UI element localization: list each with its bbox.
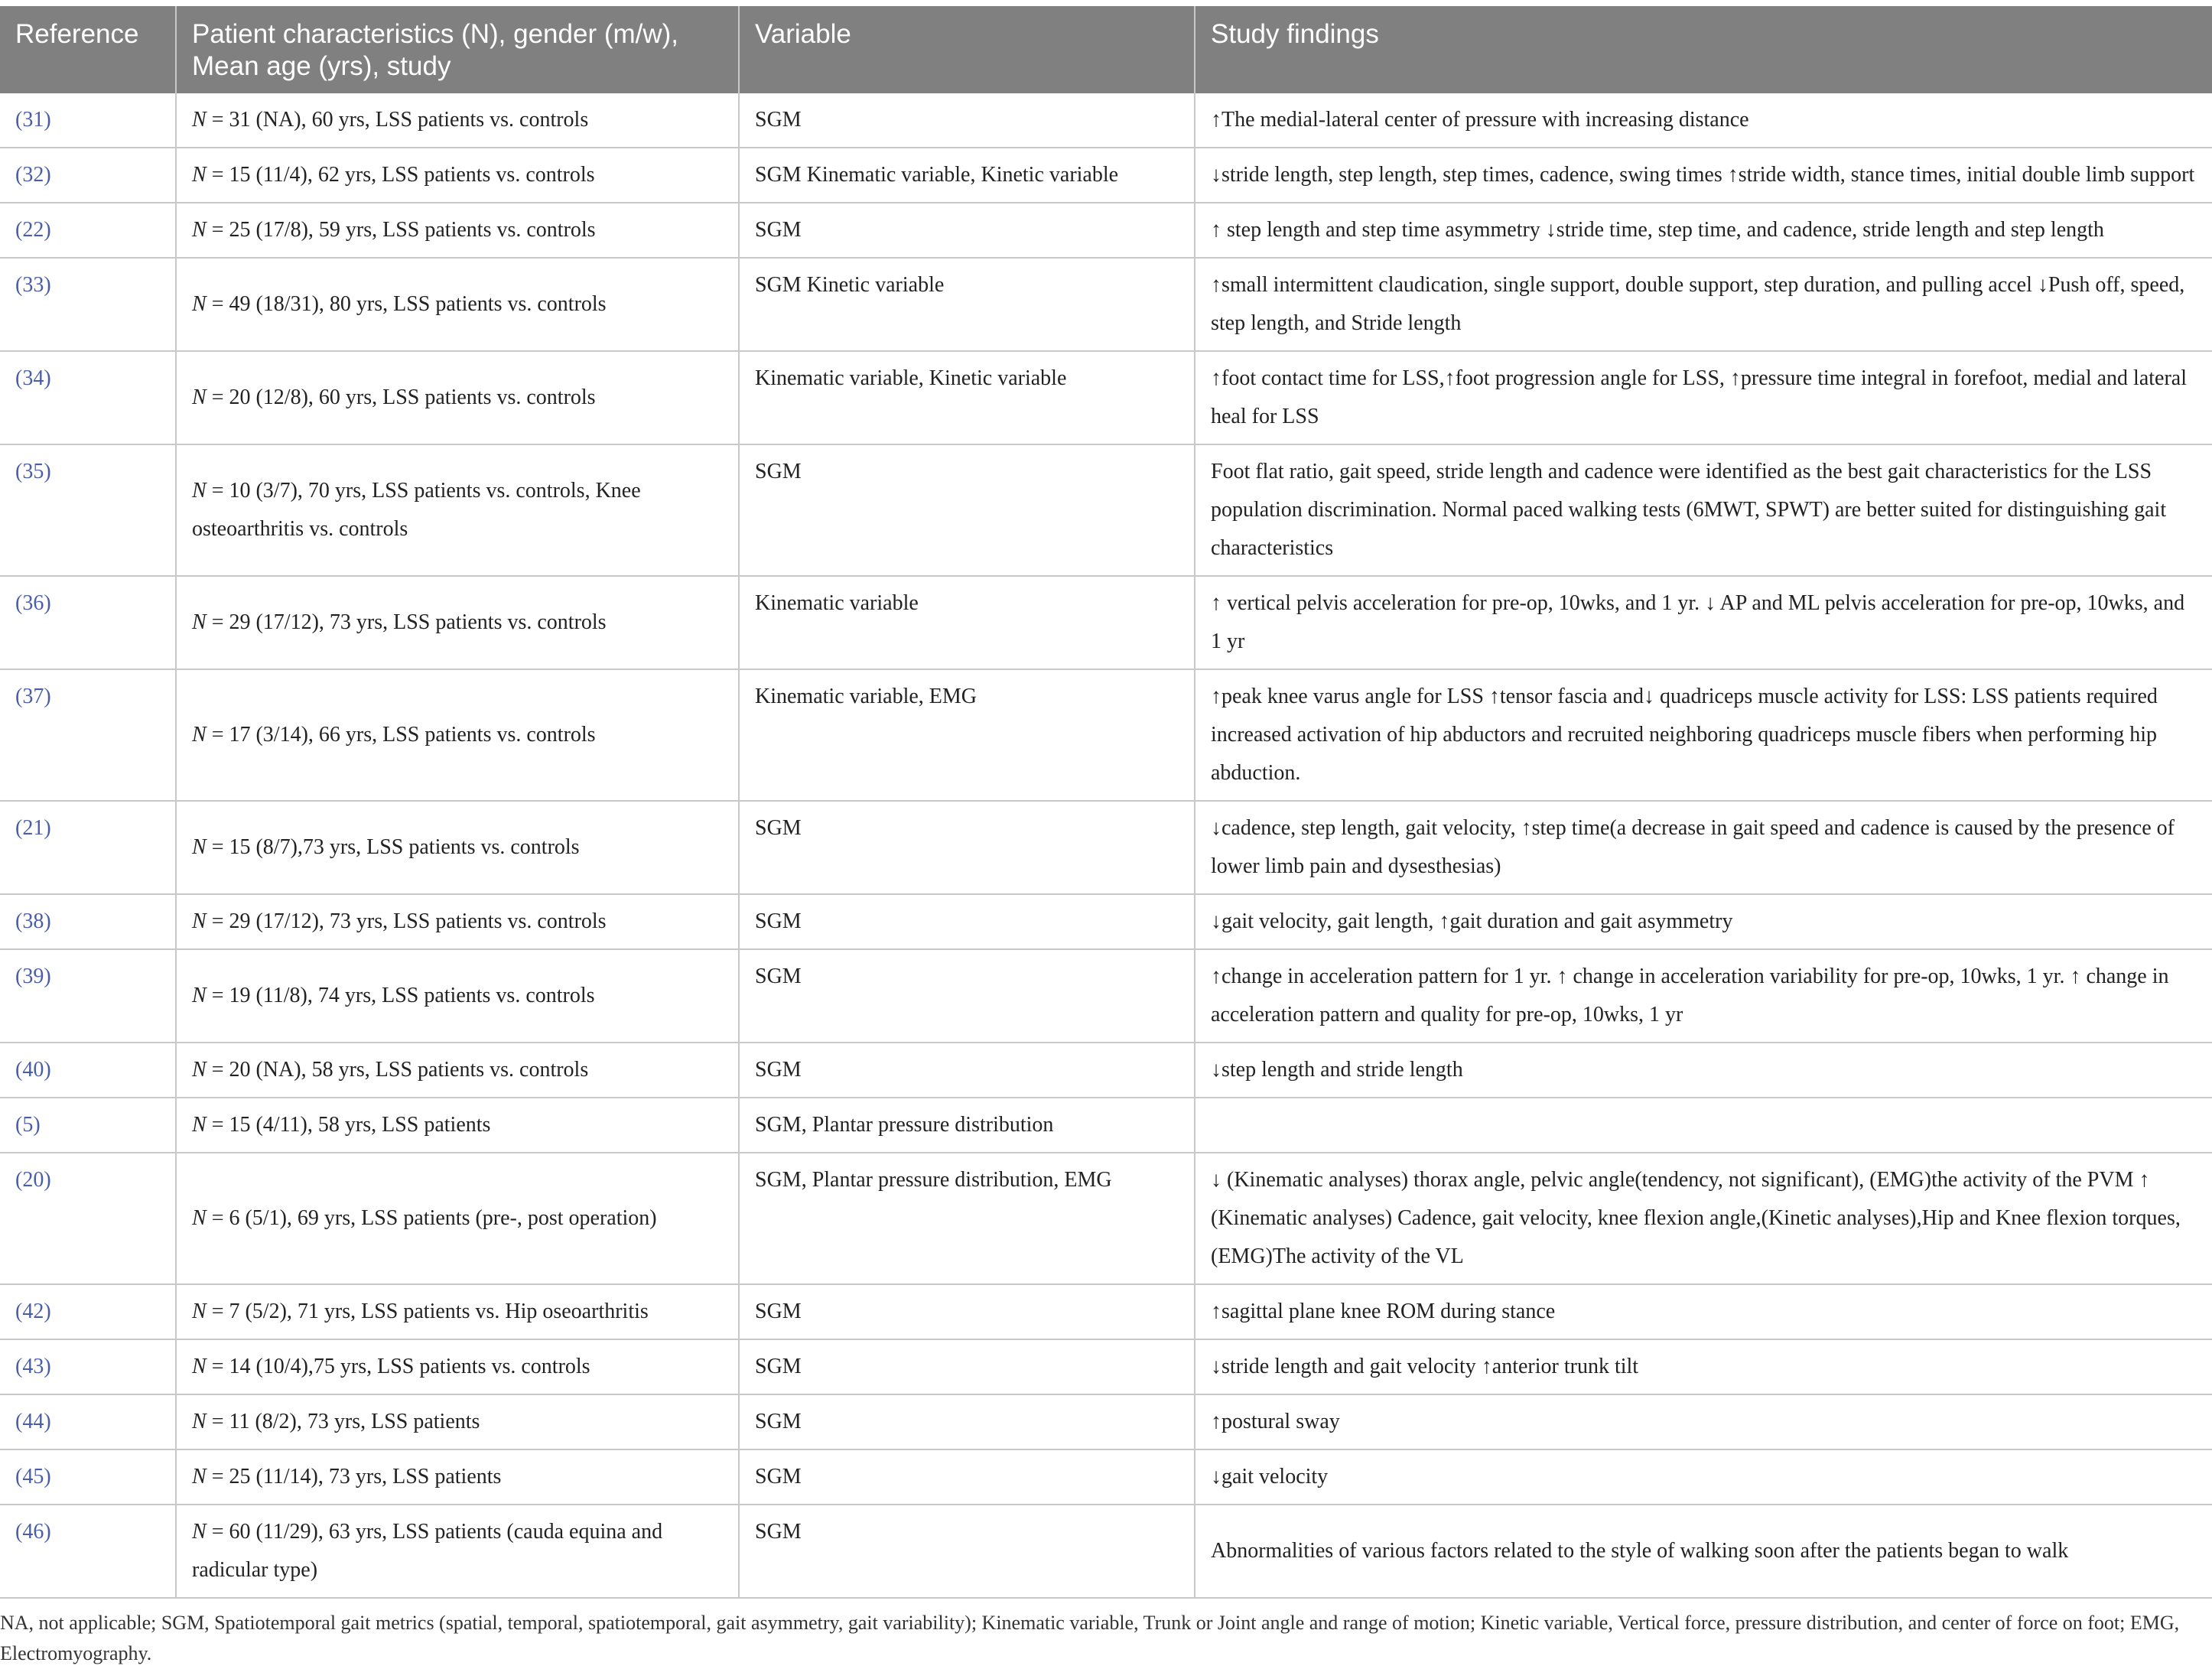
reference-cell (0, 1153, 176, 1284)
reference-cell (0, 1394, 176, 1449)
reference-cell (0, 1505, 176, 1598)
reference-close-paren: ) (44, 218, 51, 242)
n-symbol: N (192, 723, 207, 747)
reference-link[interactable]: 21 (22, 816, 44, 840)
variable-cell: SGM (739, 1505, 1195, 1598)
n-symbol: N (192, 909, 207, 933)
patient-characteristics-text: = 49 (18/31), 80 yrs, LSS patients vs. controls (206, 292, 607, 316)
reference-close-paren: ) (44, 163, 51, 187)
reference-open-paren: ( (15, 1355, 23, 1378)
patient-characteristics-cell (176, 1043, 739, 1098)
reference-close-paren: ) (44, 460, 51, 483)
reference-open-paren: ( (15, 1520, 23, 1544)
table-row (0, 203, 2212, 258)
reference-link[interactable]: 37 (22, 685, 44, 708)
study-findings-cell (1195, 1098, 2212, 1153)
reference-link[interactable]: 38 (22, 909, 44, 933)
n-symbol: N (192, 108, 207, 132)
study-findings-cell: ↓stride length and gait velocity ↑anterior trunk tilt (1195, 1339, 2212, 1394)
n-symbol: N (192, 479, 207, 503)
patient-characteristics-text: = 19 (11/8), 74 yrs, LSS patients vs. controls (206, 984, 595, 1007)
table-row (0, 1505, 2212, 1598)
table-body (0, 93, 2212, 1598)
table-row (0, 949, 2212, 1043)
reference-link[interactable]: 39 (22, 965, 44, 988)
n-symbol: N (192, 1520, 207, 1544)
study-findings-cell: Abnormalities of various factors related to the style of walking soon after the patients began to walk (1195, 1505, 2212, 1598)
study-findings-cell: ↑foot contact time for LSS,↑foot progression angle for LSS, ↑pressure time integral in forefoot, medial and lateral heal for LSS (1195, 351, 2212, 444)
variable-cell: SGM Kinematic variable, Kinetic variable (739, 148, 1195, 203)
table-row (0, 258, 2212, 351)
reference-close-paren: ) (44, 685, 51, 708)
patient-characteristics-text: = 20 (12/8), 60 yrs, LSS patients vs. controls (206, 386, 596, 409)
table-row (0, 669, 2212, 801)
reference-close-paren: ) (44, 965, 51, 988)
table-row (0, 1339, 2212, 1394)
study-findings-cell: ↑small intermittent claudication, single support, double support, step duration, and pulling accel ↓Push off, speed, step length, and Stride length (1195, 258, 2212, 351)
table-row (0, 93, 2212, 148)
study-findings-cell: ↓gait velocity (1195, 1449, 2212, 1505)
patient-characteristics-cell (176, 1394, 739, 1449)
patient-characteristics-text: = 31 (NA), 60 yrs, LSS patients vs. controls (206, 108, 589, 132)
study-findings-cell: ↑sagittal plane knee ROM during stance (1195, 1284, 2212, 1339)
n-symbol: N (192, 1058, 207, 1082)
reference-cell (0, 148, 176, 203)
study-findings-cell: ↓gait velocity, gait length, ↑gait duration and gait asymmetry (1195, 894, 2212, 949)
variable-cell: Kinematic variable, EMG (739, 669, 1195, 801)
study-findings-cell: ↓cadence, step length, gait velocity, ↑step time(a decrease in gait speed and cadence is caused by the presence of lower limb pain and dysesthesias) (1195, 801, 2212, 894)
patient-characteristics-text: = 15 (4/11), 58 yrs, LSS patients (206, 1113, 491, 1137)
variable-cell: SGM (739, 1339, 1195, 1394)
patient-characteristics-cell (176, 1505, 739, 1598)
patient-characteristics-cell (176, 949, 739, 1043)
reference-cell (0, 444, 176, 576)
patient-characteristics-cell (176, 576, 739, 669)
header-study-findings: Study findings (1195, 6, 2212, 93)
reference-link[interactable]: 36 (22, 591, 44, 615)
reference-cell (0, 1098, 176, 1153)
patient-characteristics-cell (176, 93, 739, 148)
patient-characteristics-text: = 25 (17/8), 59 yrs, LSS patients vs. controls (206, 218, 596, 242)
patient-characteristics-text: = 14 (10/4),75 yrs, LSS patients vs. controls (206, 1355, 590, 1378)
n-symbol: N (192, 1206, 207, 1230)
reference-open-paren: ( (15, 163, 23, 187)
reference-close-paren: ) (44, 909, 51, 933)
reference-close-paren: ) (44, 1465, 51, 1488)
patient-characteristics-text: = 25 (11/14), 73 yrs, LSS patients (206, 1465, 502, 1488)
patient-characteristics-cell (176, 894, 739, 949)
reference-open-paren: ( (15, 1168, 23, 1192)
variable-cell: SGM (739, 203, 1195, 258)
patient-characteristics-text: = 60 (11/29), 63 yrs, LSS patients (cauda equina and radicular type) (192, 1520, 663, 1582)
table-row (0, 1043, 2212, 1098)
reference-link[interactable]: 45 (22, 1465, 44, 1488)
table-row (0, 148, 2212, 203)
reference-close-paren: ) (44, 108, 51, 132)
n-symbol: N (192, 1355, 207, 1378)
patient-characteristics-cell (176, 258, 739, 351)
reference-open-paren: ( (15, 1410, 23, 1433)
patient-characteristics-text: = 17 (3/14), 66 yrs, LSS patients vs. controls (206, 723, 596, 747)
reference-link[interactable]: 34 (22, 366, 44, 390)
header-reference: Reference (0, 6, 176, 93)
table-row (0, 1284, 2212, 1339)
patient-characteristics-text: = 7 (5/2), 71 yrs, LSS patients vs. Hip oseoarthritis (206, 1300, 649, 1323)
reference-open-paren: ( (15, 1058, 23, 1082)
reference-link[interactable]: 35 (22, 460, 44, 483)
reference-cell (0, 93, 176, 148)
variable-cell: SGM (739, 1284, 1195, 1339)
gait-studies-table (0, 6, 2212, 1599)
patient-characteristics-text: = 29 (17/12), 73 yrs, LSS patients vs. controls (206, 610, 607, 634)
n-symbol: N (192, 1410, 207, 1433)
reference-open-paren: ( (15, 460, 23, 483)
reference-open-paren: ( (15, 1113, 23, 1137)
table-row (0, 576, 2212, 669)
patient-characteristics-cell (176, 203, 739, 258)
patient-characteristics-cell (176, 1339, 739, 1394)
variable-cell: SGM (739, 1043, 1195, 1098)
variable-cell: SGM, Plantar pressure distribution, EMG (739, 1153, 1195, 1284)
reference-open-paren: ( (15, 1465, 23, 1488)
reference-link[interactable]: 46 (22, 1520, 44, 1544)
patient-characteristics-cell (176, 148, 739, 203)
reference-link[interactable]: 42 (22, 1300, 44, 1323)
patient-characteristics-text: = 11 (8/2), 73 yrs, LSS patients (206, 1410, 480, 1433)
patient-characteristics-text: = 20 (NA), 58 yrs, LSS patients vs. controls (206, 1058, 589, 1082)
n-symbol: N (192, 163, 207, 187)
patient-characteristics-cell (176, 1284, 739, 1339)
reference-cell (0, 894, 176, 949)
study-findings-cell: ↓ (Kinematic analyses) thorax angle, pelvic angle(tendency, not significant), (EMG)the activity of the PVM ↑ (Kinematic analyses) Cadence, gait velocity, knee flexion angle,(Kinetic analyses),Hip and Knee flexion torques, (EMG)The activity of the VL (1195, 1153, 2212, 1284)
n-symbol: N (192, 1465, 207, 1488)
reference-open-paren: ( (15, 218, 23, 242)
reference-link[interactable]: 5 (22, 1113, 34, 1137)
reference-cell (0, 949, 176, 1043)
study-findings-cell: ↑ vertical pelvis acceleration for pre-op, 10wks, and 1 yr. ↓ AP and ML pelvis acceleration for pre-op, 10wks, and 1 yr (1195, 576, 2212, 669)
reference-close-paren: ) (44, 366, 51, 390)
patient-characteristics-cell (176, 351, 739, 444)
reference-cell (0, 1339, 176, 1394)
table-row (0, 1394, 2212, 1449)
study-findings-cell: ↓step length and stride length (1195, 1043, 2212, 1098)
reference-close-paren: ) (44, 1058, 51, 1082)
variable-cell: SGM Kinetic variable (739, 258, 1195, 351)
reference-close-paren: ) (44, 1520, 51, 1544)
table-row (0, 1098, 2212, 1153)
study-findings-cell: ↓stride length, step length, step times, cadence, swing times ↑stride width, stance times, initial double limb support (1195, 148, 2212, 203)
patient-characteristics-text: = 6 (5/1), 69 yrs, LSS patients (pre-, post operation) (206, 1206, 657, 1230)
n-symbol: N (192, 386, 207, 409)
n-symbol: N (192, 835, 207, 859)
reference-cell (0, 1449, 176, 1505)
variable-cell: SGM (739, 949, 1195, 1043)
reference-link[interactable]: 33 (22, 273, 44, 297)
variable-cell: SGM (739, 801, 1195, 894)
reference-close-paren: ) (44, 1410, 51, 1433)
patient-characteristics-text: = 15 (11/4), 62 yrs, LSS patients vs. controls (206, 163, 595, 187)
n-symbol: N (192, 292, 207, 316)
reference-open-paren: ( (15, 909, 23, 933)
reference-close-paren: ) (44, 1168, 51, 1192)
variable-cell: SGM, Plantar pressure distribution (739, 1098, 1195, 1153)
patient-characteristics-cell (176, 1449, 739, 1505)
table-row (0, 1449, 2212, 1505)
reference-open-paren: ( (15, 108, 23, 132)
patient-characteristics-cell (176, 444, 739, 576)
table-row (0, 351, 2212, 444)
table-row (0, 894, 2212, 949)
header-variable: Variable (739, 6, 1195, 93)
reference-link[interactable]: 31 (22, 108, 44, 132)
table-footnote: NA, not applicable; SGM, Spatiotemporal gait metrics (spatial, temporal, spatiotemporal, gait asymmetry, gait variability); Kinematic variable, Trunk or Joint angle and range of motion; Kinetic variable, Vertical force, pressure distribution, and center of force on foot; EMG, Electromyography. (0, 1612, 2180, 1664)
variable-cell: SGM (739, 894, 1195, 949)
reference-link[interactable]: 32 (22, 163, 44, 187)
variable-cell: SGM (739, 1394, 1195, 1449)
patient-characteristics-cell (176, 669, 739, 801)
patient-characteristics-cell (176, 1153, 739, 1284)
study-findings-cell: ↑peak knee varus angle for LSS ↑tensor fascia and↓ quadriceps muscle activity for LSS: LSS patients required increased activation of hip abductors and recruited neighboring quadriceps muscle fibers when performing hip abduction. (1195, 669, 2212, 801)
patient-characteristics-text: = 29 (17/12), 73 yrs, LSS patients vs. controls (206, 909, 607, 933)
patient-characteristics-cell (176, 801, 739, 894)
table-row (0, 1153, 2212, 1284)
study-findings-cell: ↑The medial-lateral center of pressure with increasing distance (1195, 93, 2212, 148)
reference-open-paren: ( (15, 366, 23, 390)
patient-characteristics-text: = 10 (3/7), 70 yrs, LSS patients vs. controls, Knee osteoarthritis vs. controls (192, 479, 641, 541)
variable-cell: SGM (739, 1449, 1195, 1505)
reference-open-paren: ( (15, 685, 23, 708)
reference-open-paren: ( (15, 273, 23, 297)
reference-cell (0, 576, 176, 669)
study-findings-cell: ↑postural sway (1195, 1394, 2212, 1449)
reference-link[interactable]: 43 (22, 1355, 44, 1378)
n-symbol: N (192, 610, 207, 634)
reference-cell (0, 351, 176, 444)
reference-close-paren: ) (44, 591, 51, 615)
reference-open-paren: ( (15, 816, 23, 840)
variable-cell: Kinematic variable, Kinetic variable (739, 351, 1195, 444)
reference-link[interactable]: 20 (22, 1168, 44, 1192)
reference-cell (0, 669, 176, 801)
reference-cell (0, 1043, 176, 1098)
reference-cell (0, 801, 176, 894)
reference-cell (0, 203, 176, 258)
n-symbol: N (192, 1300, 207, 1323)
header-patient-characteristics: Patient characteristics (N), gender (m/w), Mean age (yrs), study (176, 6, 739, 93)
reference-link[interactable]: 40 (22, 1058, 44, 1082)
variable-cell: SGM (739, 444, 1195, 576)
reference-close-paren: ) (33, 1113, 41, 1137)
reference-close-paren: ) (44, 816, 51, 840)
n-symbol: N (192, 1113, 207, 1137)
reference-close-paren: ) (44, 1355, 51, 1378)
variable-cell: SGM (739, 93, 1195, 148)
reference-link[interactable]: 22 (22, 218, 44, 242)
study-findings-cell: ↑ step length and step time asymmetry ↓stride time, step time, and cadence, stride length and step length (1195, 203, 2212, 258)
reference-cell (0, 1284, 176, 1339)
study-findings-cell: ↑change in acceleration pattern for 1 yr. ↑ change in acceleration variability for pre-op, 10wks, 1 yr. ↑ change in acceleration pattern and quality for pre-op, 10wks, 1 yr (1195, 949, 2212, 1043)
reference-close-paren: ) (44, 1300, 51, 1323)
reference-open-paren: ( (15, 591, 23, 615)
n-symbol: N (192, 218, 207, 242)
reference-cell (0, 258, 176, 351)
n-symbol: N (192, 984, 207, 1007)
table-container (0, 6, 2212, 1669)
reference-open-paren: ( (15, 965, 23, 988)
reference-link[interactable]: 44 (22, 1410, 44, 1433)
patient-characteristics-cell (176, 1098, 739, 1153)
header-row (0, 6, 2212, 93)
reference-close-paren: ) (44, 273, 51, 297)
reference-open-paren: ( (15, 1300, 23, 1323)
table-row (0, 444, 2212, 576)
variable-cell: Kinematic variable (739, 576, 1195, 669)
patient-characteristics-text: = 15 (8/7),73 yrs, LSS patients vs. controls (206, 835, 580, 859)
study-findings-cell: Foot flat ratio, gait speed, stride length and cadence were identified as the best gait characteristics for the LSS population discrimination. Normal paced walking tests (6MWT, SPWT) are better suited for distinguishing gait characteristics (1195, 444, 2212, 576)
table-row (0, 801, 2212, 894)
